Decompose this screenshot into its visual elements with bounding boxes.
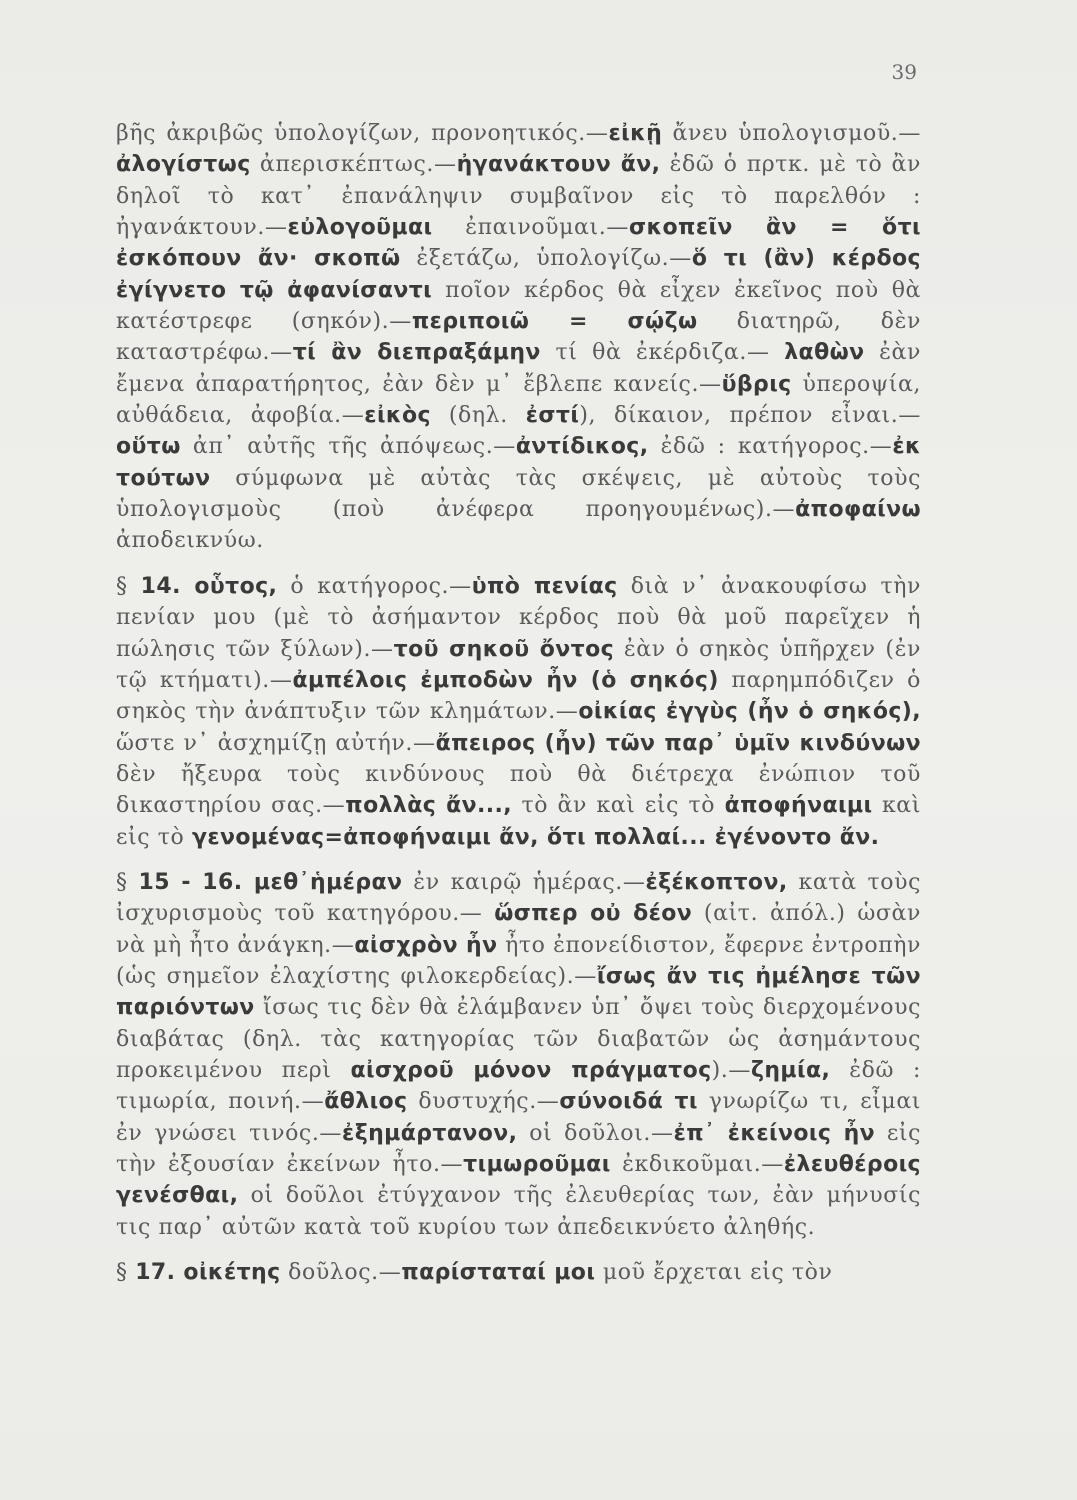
gloss-text: ), δίκαιον, πρέπον εἶναι.—: [579, 403, 921, 429]
gloss-text: βῆς ἀκριβῶς ὑπολογίζων, προνοητικός.—: [116, 121, 609, 146]
headword: εἰκῇ: [608, 121, 663, 146]
gloss-text: γνωρίζω τι, εἶμαι ἐν γνώσει τινός.—: [116, 1089, 922, 1146]
headword: ζημία,: [750, 1057, 831, 1083]
headword: οὕτω: [116, 434, 181, 460]
headword: πολλὰς ἄν...,: [345, 793, 513, 819]
page-number: 39: [891, 60, 917, 84]
gloss-text: οἱ δοῦλοι.—: [517, 1120, 674, 1146]
gloss-text: ἄνευ ὑπολογισμοῦ.—: [662, 121, 921, 146]
gloss-text: (δηλ.: [430, 403, 526, 429]
paragraph: [116, 867, 921, 1243]
headword: ἐξημάρτανον,: [342, 1120, 518, 1146]
gloss-text: διατηρῶ, δὲν καταστρέφω.—: [116, 309, 921, 366]
headword: ἀμπέλοις ἐμποδὼν ἦν (ὁ σηκός): [292, 667, 719, 693]
headword: σκοπεῖν ἂν = ὅτι ἐσκόπουν ἄν· σκοπῶ: [116, 215, 921, 272]
gloss-text: δὲν ἤξευρα τοὺς κινδύνους ποὺ θὰ διέτρεχα ἐνώπιον τοῦ δικαστηρίου σας.—: [116, 761, 921, 819]
headword: ἐπ᾽ ἐκείνοις ἦν: [673, 1120, 876, 1146]
gloss-text: σύμφωνα μὲ αὐτὰς τὰς σκέψεις, μὲ αὐτοὺς τοὺς ὑπολογισμοὺς (ποὺ ἀνέφερα προηγουμένως).—: [116, 465, 921, 523]
headword: ἄθλιος: [324, 1089, 408, 1115]
headword: περιποιῶ = σῴζω: [411, 309, 698, 335]
gloss-text: τί θὰ ἐκέρδιζα.—: [540, 340, 785, 366]
headword: εὐλογοῦμαι: [287, 215, 433, 241]
headword: σύνοιδά τι: [559, 1089, 698, 1115]
headword: ἠγανάκτουν ἄν,: [456, 152, 661, 178]
headword: ἀποφαίνω: [795, 497, 921, 523]
gloss-text: ἀπερισκέπτως.—: [250, 152, 457, 178]
headword: ἐκ τούτων: [116, 434, 921, 491]
gloss-text: ἐπαινοῦμαι.—: [432, 215, 629, 241]
headword: παρίσταταί μοι: [401, 1260, 596, 1286]
gloss-text: ἐξετάζω, ὑπολογίζω.—: [400, 246, 692, 272]
headword: 17. οἰκέτης: [135, 1260, 281, 1286]
gloss-text: εἰς τὴν ἐξουσίαν ἐκείνων ἦτο.—: [116, 1120, 922, 1177]
headword: τοῦ σηκοῦ ὄντος: [393, 636, 615, 662]
gloss-text: ἴσως τις δὲν θὰ ἐλάμβανεν ὑπ᾽ ὄψει τοὺς διερχομένους διαβάτας (δηλ. τὰς κατηγορίας τῶν διαβατῶν ὡς ἀσημάντους προκειμένου περὶ: [116, 995, 921, 1083]
headword: αἰσχροῦ μόνον πράγματος: [350, 1057, 712, 1083]
headword: ὥσπερ οὐ δέον: [494, 901, 693, 927]
gloss-text: κατὰ τοὺς ἰσχυρισμοὺς τοῦ κατηγόρου.—: [116, 869, 922, 927]
headword: τί ἂν διεπραξάμην: [292, 340, 541, 366]
paragraph: [116, 118, 921, 557]
gloss-text: ).—: [711, 1057, 751, 1083]
headword: αἰσχρὸν ἦν: [354, 932, 498, 958]
gloss-text: ἦτο ἐπονείδιστον, ἔφερνε ἐντροπὴν (ὡς σημεῖον ἐλαχίστης φιλοκερδείας).—: [116, 932, 921, 989]
headword: ἐξέκοπτον,: [645, 869, 788, 895]
headword: λαθὼν: [784, 340, 865, 366]
headword: γενομένας=ἀποφήναιμι ἄν, ὅτι πολλαί... ἐγένοντο ἄν.: [191, 824, 880, 850]
gloss-text: δοῦλος.—: [280, 1260, 402, 1286]
gloss-text: ποῖον κέρδος θὰ εἶχεν ἐκεῖνος ποὺ θὰ κατέστρεφε (σηκόν).—: [116, 277, 922, 335]
headword: ἐστί: [525, 403, 580, 429]
gloss-text: ὥστε ν᾽ ἀσχημίζῃ αὐτήν.—: [116, 730, 436, 756]
headword: ὅ τι (ἂν) κέρδος ἐγίγνετο τῷ ἀφανίσαντι: [116, 246, 921, 303]
gloss-text: ἐὰν ὁ σηκὸς ὑπῆρχεν (ἐν τῷ κτήματι).—: [116, 636, 921, 693]
headword: ἐλευθέροις γενέσθαι,: [116, 1152, 921, 1209]
gloss-text: (αἰτ. ἀπόλ.) ὡσὰν νὰ μὴ ἦτο ἀνάγκη.—: [116, 901, 921, 958]
headword: 14. οὗτος,: [140, 573, 278, 599]
gloss-text: ἐδῶ ὁ πρτκ. μὲ τὸ ἂν δηλοῖ τὸ κατ᾽ ἐπανάληψιν συμβαῖνον εἰς τὸ παρελθόν : ἠγανάκτουν.—: [116, 152, 921, 241]
gloss-text: οἱ δοῦλοι ἐτύγχανον τῆς ἐλευθερίας των, ἐὰν μήνυσίς τις παρ᾽ αὐτῶν κατὰ τοῦ κυρίου των ἀπεδεικνύετο ἀληθής.: [116, 1183, 921, 1240]
headword: ἀποφήναιμι: [724, 793, 873, 819]
gloss-text: ἐν καιρῷ ἡμέρας.—: [402, 869, 646, 895]
gloss-text: ὑπεροψία, αὐθάδεια, ἀφοβία.—: [116, 371, 921, 429]
headword: ἴσως ἄν τις ἠμέλησε τῶν παριόντων: [116, 963, 921, 1021]
gloss-text: παρημπόδιζεν ὁ σηκὸς τὴν ἀνάπτυξιν τῶν κλημάτων.—: [116, 667, 921, 725]
gloss-text: ἐκδικοῦμαι.—: [610, 1152, 784, 1177]
gloss-text: δυστυχής.—: [407, 1089, 560, 1115]
headword: 15 - 16. μεθ᾽ἡμέραν: [138, 869, 403, 895]
headword: ἀντίδικος,: [515, 434, 649, 460]
section-sign: §: [116, 869, 139, 895]
gloss-text: καὶ εἰς τὸ: [116, 793, 921, 850]
gloss-text: μοῦ ἔρχεται εἰς τὸν: [595, 1260, 833, 1286]
gloss-text: διὰ ν᾽ ἀνακουφίσω τὴν πενίαν μου (μὲ τὸ ἀσήμαντον κέρδος ποὺ θὰ μοῦ παρεῖχεν ἡ πώλησις τῶν ξύλων).—: [116, 573, 921, 662]
gloss-text: τὸ ἂν καὶ εἰς τὸ: [512, 793, 725, 819]
gloss-text: ἐδῶ : κατήγορος.—: [648, 434, 893, 460]
paragraph: [116, 1257, 921, 1288]
gloss-text: ἐδῶ : τιμωρία, ποινή.—: [116, 1057, 921, 1115]
headword: εἰκὸς: [364, 403, 431, 429]
paragraph: [116, 571, 921, 853]
section-sign: §: [116, 1260, 136, 1286]
gloss-text: ὁ κατήγορος.—: [277, 573, 472, 599]
headword: ὕβρις: [721, 371, 792, 397]
headword: ὑπὸ πενίας: [471, 573, 618, 599]
gloss-text: ἀπ᾽ αὐτῆς τῆς ἀπόψεως.—: [180, 434, 516, 460]
section-sign: §: [116, 573, 141, 599]
gloss-text: ἀποδεικνύω.: [116, 528, 264, 554]
gloss-text: ἐὰν ἔμενα ἀπαρατήρητος, ἐὰν δὲν μ᾽ ἔβλεπε κανείς.—: [116, 340, 921, 397]
headword: οἰκίας ἐγγὺς (ἦν ὁ σηκός),: [578, 699, 921, 725]
commentary-text: [116, 118, 921, 1288]
headword: ἀλογίστως: [116, 152, 251, 178]
headword: ἄπειρος (ἦν) τῶν παρ᾽ ὑμῖν κινδύνων: [435, 730, 921, 756]
headword: τιμωροῦμαι: [463, 1152, 611, 1177]
